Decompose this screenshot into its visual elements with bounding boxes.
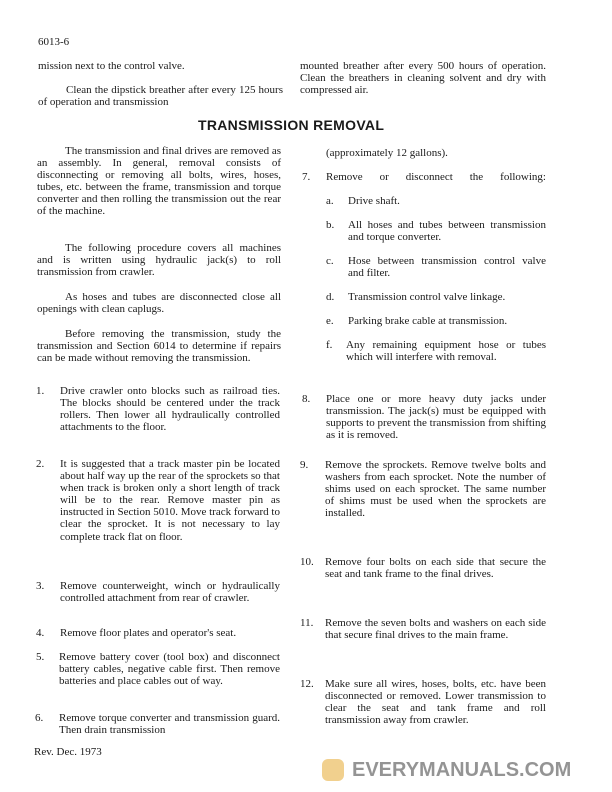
step-number: 2. xyxy=(36,458,45,470)
substep-letter: d. xyxy=(326,291,335,303)
substep-text: Parking brake cable at transmission. xyxy=(348,315,508,327)
paragraph: Before removing the transmission, study the transmission and Section 6014 to determine if repairs can be made without removing the transmission. xyxy=(37,328,281,365)
step-number: 6. xyxy=(35,712,44,724)
substep-letter: c. xyxy=(326,255,334,267)
section-title: TRANSMISSION REMOVAL xyxy=(198,117,385,133)
substep-text: Drive shaft. xyxy=(348,195,400,207)
step-text: Remove the seven bolts and washers on each side that secure final drives to the main frame. xyxy=(325,617,546,642)
step-text: Drive crawler onto blocks such as railroad ties. The blocks should be centered under the track rollers. Then lower all hydraulically controlled attachments to the floor. xyxy=(60,385,280,434)
watermark-logo-icon xyxy=(322,759,344,781)
step-number: 8. xyxy=(302,393,311,405)
step-text: Remove floor plates and operator's seat. xyxy=(60,627,237,639)
substep-letter: a. xyxy=(326,195,334,207)
step-text: Remove torque converter and transmission guard. Then drain transmission xyxy=(59,712,280,737)
substep-letter: f. xyxy=(326,339,333,351)
step-text: Remove four bolts on each side that secure the seat and tank frame to the final drives. xyxy=(325,556,546,581)
paragraph: The following procedure covers all machines and is written using hydraulic jack(s) to roll transmission from crawler. xyxy=(37,242,281,279)
substep-text: Hose between transmission control valve and filter. xyxy=(348,255,546,280)
substep-text: Transmission control valve linkage. xyxy=(348,291,506,303)
intro-paragraph-right: mounted breather after every 500 hours of operation. Clean the breathers in cleaning solvent and dry with compressed air. xyxy=(300,60,546,97)
page-number: 6013-6 xyxy=(38,36,70,48)
intro-line: mission next to the control valve. xyxy=(38,60,185,72)
paragraph: As hoses and tubes are disconnected close all openings with clean caplugs. xyxy=(37,291,281,316)
step-number: 4. xyxy=(36,627,45,639)
substep-text: Any remaining equipment hose or tubes which will interfere with removal. xyxy=(346,339,546,364)
step-continuation: (approximately 12 gallons). xyxy=(326,147,448,159)
step-text: Remove the sprockets. Remove twelve bolts and washers from each sprocket. Note the number of shims used on each sprocket. The same number of shims must be used when the sprockets are installed. xyxy=(325,459,546,520)
watermark: EVERYMANUALS.COM xyxy=(352,759,572,781)
step-text: Remove counterweight, winch or hydraulically controlled attachment from rear of crawler. xyxy=(60,580,280,605)
revision-date: Rev. Dec. 1973 xyxy=(34,746,102,758)
step-text: Remove or disconnect the following: xyxy=(326,171,546,183)
step-number: 10. xyxy=(300,556,314,568)
intro-paragraph: Clean the dipstick breather after every 125 hours of operation and transmission xyxy=(38,84,283,109)
step-text: Remove battery cover (tool box) and disconnect battery cables, negative cable first. Then remove batteries and place cables out of way. xyxy=(59,651,280,688)
substep-letter: b. xyxy=(326,219,335,231)
step-number: 12. xyxy=(300,678,314,690)
step-number: 5. xyxy=(36,651,45,663)
step-number: 1. xyxy=(36,385,45,397)
step-text: Place one or more heavy duty jacks under transmission. The jack(s) must be equipped with supports to prevent the transmission from shifting as it is removed. xyxy=(326,393,546,442)
step-number: 3. xyxy=(36,580,45,592)
step-number: 9. xyxy=(300,459,309,471)
step-number: 11. xyxy=(300,617,314,629)
substep-text: All hoses and tubes between transmission and torque converter. xyxy=(348,219,546,244)
step-text: It is suggested that a track master pin be located about half way up the rear of the sprockets so that when track is broken only a short length of track will be to the rear. Remove master pin as instructed in Section 5010. Move track forward to clear the sprocket. It is not necessary to lay complete track flat on floor. xyxy=(60,458,280,543)
substep-letter: e. xyxy=(326,315,334,327)
paragraph: The transmission and final drives are removed as an assembly. In general, removal consists of disconnecting or removing all bolts, wires, hoses, tubes, etc. between the frame, transmission and torque converter and then rolling the transmission out the rear of the machine. xyxy=(37,145,281,218)
step-number: 7. xyxy=(302,171,311,183)
step-text: Make sure all wires, hoses, bolts, etc. have been disconnected or removed. Lower transmission to clear the seat and tank frame and roll transmission away from crawler. xyxy=(325,678,546,727)
